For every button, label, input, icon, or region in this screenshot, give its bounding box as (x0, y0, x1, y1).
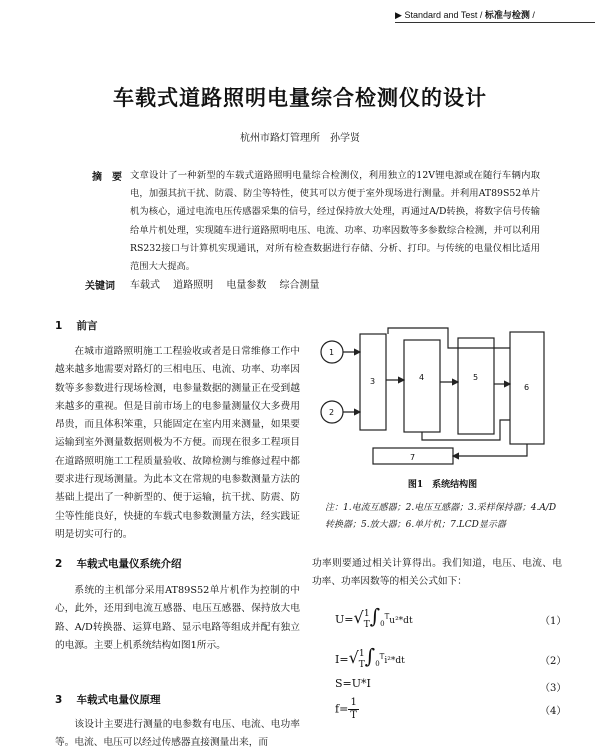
formula-4 (335, 697, 359, 722)
paragraph-system: 系统的主机部分采用AT89S52单片机作为控制的中心，此外，还用到电流互感器、电压互感器、保持放大电路、A/D转换器、运算电路、显示电路等组成并配有独立的电源。主要上机系统结构如图1所示。 (55, 585, 300, 651)
ad-converter-block (404, 340, 440, 432)
integral-lower: 0 (375, 660, 380, 669)
abstract-text: 文章设计了一种新型的车载式道路照明电量综合检测仪，利用独立的12V锂电源或在随行车辆内取电，加强其抗干扰、防震、防尘等特性，使其可以方便于室外现场进行测量。并利用AT89S52单片机为核心，通过电流电压传感器采集的信号，经过保持放大处理，再通过A/D转换，将数字信号传输给单片机处理，实现随车进行道路照明电压、电流、功率、功率因数等多参数综合检测，并可以利用RS232接口与计算机实现通讯，对所有检查数据进行存储、分析、打印。与传统的电量仪相比适用范围大大提高。 (130, 170, 540, 273)
paragraph-formula-intro: 功率则要通过相关计算得出。我们知道，电压、电流、电功率、功率因数等的相关公式如下： (312, 558, 562, 588)
frac-den: T (350, 710, 357, 721)
section-title: 车载式电量仪原理 (76, 694, 161, 706)
formula-lhs: U= (335, 613, 354, 626)
figure-note: 注：1.电流互感器；2.电压互感器；3.采样保持器；4.A/D转换器；5.放大器；6.单片机；7.LCD显示器 (325, 503, 557, 530)
formula-lhs: f= (335, 702, 349, 716)
section-title: 前言 (76, 320, 98, 332)
abstract-label: 摘 要 (92, 172, 122, 183)
formula-4-number: （4） (540, 706, 567, 717)
formula-1: U=√1 $T\int_0^Tu^2*dt$ (335, 604, 413, 630)
integral-lower: 0 (380, 620, 385, 629)
formula-lhs: I= (335, 653, 349, 666)
integral-upper: T (384, 612, 390, 621)
formula-2: I=√1 $T\int_0^Ti^2*dt$ (335, 644, 405, 670)
section-3-heading (55, 692, 160, 707)
block-label-5: 5 (473, 373, 479, 382)
amplifier-block (458, 338, 494, 434)
block-label-1: 1 (329, 348, 335, 357)
section-number: 3 (55, 694, 63, 706)
block-label-3: 3 (370, 377, 376, 386)
frac-num: 1 (358, 649, 365, 659)
formula-body: i²*dt (384, 656, 405, 666)
block-label-4: 4 (419, 373, 425, 382)
system-diagram (318, 320, 563, 470)
running-header-text: Standard and Test (404, 10, 478, 20)
formula-body: u²*dt (389, 616, 413, 626)
paragraph-intro: 在城市道路照明施工工程验收或者是日常维修工作中越来越多地需要对路灯的三相电压、电流、功率、功率因数等多参数进行现场检测，电参量数据的测量正在受到越来越多的重视。但是目前市场上的电参量测量仪大多费用昂贵，而且体积笨重，只能固定在室内用来测量，如果要运输到室外测量数据则极为不方便。而现在很多工程项目在道路照明施工工程质量验收、故障检测与维修过程中都要求进行现场测量。为此本文在常规的电参数测量方法的基础上提出了一种新型的、便于运输，抗干扰、防震、防尘等性能良好，快捷的车载式电参数测量方法，经实践证明是切实可行的。 (55, 346, 300, 540)
formula-1-number: （1） (540, 616, 567, 627)
block-label-7: 7 (410, 453, 416, 462)
section-2-heading (55, 556, 181, 571)
running-header: ▶ Standard and Test / 标准与检测 / (395, 10, 535, 20)
formula-2-number: （2） (540, 656, 567, 667)
figure-caption: 图1 系统结构图 (407, 480, 478, 490)
block-label-6: 6 (524, 383, 530, 392)
keywords-text: 车载式 道路照明 电量参数 综合测量 (130, 280, 320, 291)
section-number: 1 (55, 320, 63, 332)
frac-num: 1 (363, 609, 370, 619)
section-title: 车载式电量仪系统介绍 (76, 558, 182, 570)
play-icon: ▶ (395, 10, 402, 20)
block-label-2: 2 (329, 408, 335, 417)
paragraph-principle: 该设计主要进行测量的电参数有电压、电流、电功率等。电流、电压可以经过传感器直接测量出来，而 (55, 719, 300, 749)
frac-den: T (358, 660, 365, 670)
header-rule (395, 22, 595, 23)
keywords-label: 关键词 (85, 281, 115, 292)
section-1-heading (55, 318, 97, 333)
author-line: 杭州市路灯管理所 孙学贤 (240, 133, 360, 144)
running-header-section: 标准与检测 (484, 10, 530, 20)
frac-num: 1 (350, 697, 357, 708)
integral-upper: T (379, 652, 385, 661)
formula-3: S=U*I (335, 677, 371, 690)
frac-den: T (363, 620, 370, 630)
section-number: 2 (55, 558, 63, 570)
page-title: 车载式道路照明电量综合检测仪的设计 (113, 86, 487, 110)
formula-3-number: （3） (540, 683, 567, 694)
